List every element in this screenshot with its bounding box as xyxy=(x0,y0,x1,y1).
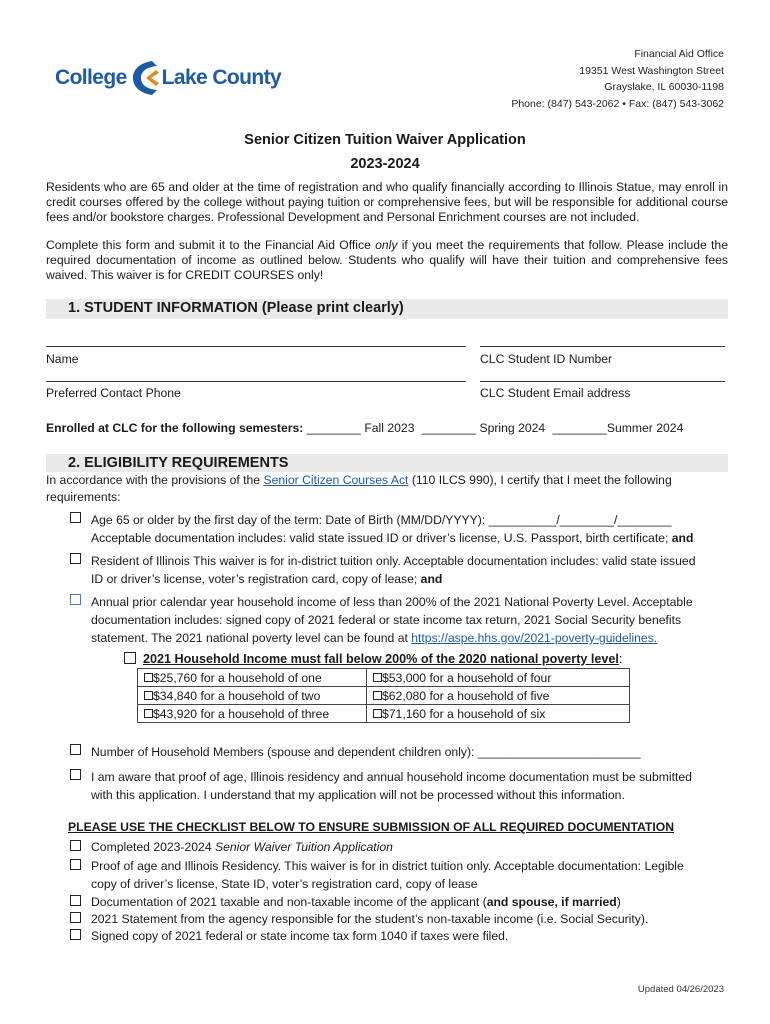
income-cell[interactable] xyxy=(367,705,630,723)
logo-mark-icon xyxy=(130,59,160,97)
household-income-heading-text: 2021 Household Income must fall below 200% of the 2020 national poverty level xyxy=(143,652,619,666)
age-line-2-and: and xyxy=(671,531,694,545)
res-line-2-text: ID or driver’s license, voter’s registration card, copy of lease; xyxy=(91,572,421,586)
updated-date: Updated 04/26/2023 xyxy=(637,984,724,995)
household-income-checkbox[interactable] xyxy=(124,652,136,664)
table-row xyxy=(138,705,630,723)
office-address xyxy=(511,46,724,112)
income-option-checkbox[interactable] xyxy=(144,673,153,682)
name-label: Name xyxy=(46,352,79,366)
phone-label: Preferred Contact Phone xyxy=(46,386,181,400)
checklist-item-tax-form: Signed copy of 2021 federal or state income tax form 1040 if taxes were filed. xyxy=(91,929,509,943)
checklist-tax-form-checkbox[interactable] xyxy=(70,929,81,940)
intro-2-emphasis: only xyxy=(375,238,398,252)
checklist-item-income-doc xyxy=(91,893,621,911)
checklist-item-application xyxy=(91,838,393,856)
logo-word-lake-county: Lake County xyxy=(161,66,282,89)
checklist-proof-checkbox[interactable] xyxy=(70,859,81,870)
age-requirement-line-2 xyxy=(91,529,693,547)
income-cell[interactable] xyxy=(367,687,630,705)
intro-2-text-a: Complete this form and submit it to the Financial Aid Office xyxy=(46,238,376,252)
income-option-label: $43,920 for a household of three xyxy=(153,706,330,721)
poverty-guidelines-link[interactable]: https://aspe.hhs.gov/2021-poverty-guidelines. xyxy=(411,631,658,645)
intro-paragraph-2 xyxy=(46,238,728,283)
checklist-1-emphasis: Senior Waiver Tuition Application xyxy=(215,840,393,854)
income-requirement-line-3 xyxy=(91,629,657,647)
income-requirement-line-2: documentation includes: signed copy of 2021 federal or state income tax return, 2021 Social Security benefits xyxy=(91,613,682,627)
checklist-3-text-c: ) xyxy=(616,895,621,909)
section-2-heading: 2. ELIGIBILITY REQUIREMENTS xyxy=(68,455,289,471)
table-row xyxy=(138,687,630,705)
acknowledgement-line-2: with this application. I understand that my application will not be processed without this information. xyxy=(91,788,625,802)
income-option-checkbox[interactable] xyxy=(373,691,382,700)
income-option-label: $71,160 for a household of six xyxy=(382,706,546,721)
office-street: 19351 West Washington Street xyxy=(579,64,724,77)
checklist-heading: PLEASE USE THE CHECKLIST BELOW TO ENSURE SUBMISSION OF ALL REQUIRED DOCUMENTATION xyxy=(68,820,675,834)
email-label: CLC Student Email address xyxy=(480,386,631,400)
income-cell[interactable] xyxy=(138,687,367,705)
eligibility-intro-line-2: requirements: xyxy=(46,490,121,504)
checklist-income-doc-checkbox[interactable] xyxy=(70,895,81,906)
college-logo xyxy=(55,58,281,98)
eligibility-intro-a: In accordance with the provisions of the xyxy=(46,473,264,487)
summer-option[interactable]: ________Summer 2024 xyxy=(552,421,684,435)
logo-word-college: College xyxy=(55,66,127,89)
income-cell[interactable] xyxy=(138,669,367,687)
income-option-label: $62,080 for a household of five xyxy=(382,688,550,703)
student-id-line[interactable] xyxy=(480,346,725,347)
checklist-1-text: Completed 2023-2024 xyxy=(91,840,215,854)
household-income-colon: : xyxy=(618,652,623,666)
checklist-3-bold: and spouse, if married xyxy=(486,895,617,909)
phone-line[interactable] xyxy=(46,381,466,382)
checklist-item-proof-line-1: Proof of age and Illinois Residency. This waiver is for in district tuition only. Acceptable documentation: Legible xyxy=(91,859,684,873)
residency-checkbox[interactable] xyxy=(70,553,81,564)
household-income-heading xyxy=(143,651,622,667)
fall-option[interactable]: ________ Fall 2023 xyxy=(306,421,415,435)
name-line[interactable] xyxy=(46,346,466,347)
income-option-checkbox[interactable] xyxy=(144,709,153,718)
spring-option[interactable]: ________ Spring 2024 xyxy=(421,421,546,435)
income-option-label: $34,840 for a household of two xyxy=(153,688,321,703)
age-line-2-text: Acceptable documentation includes: valid state issued ID or driver’s license, U.S. Passport, birth certificate; xyxy=(91,531,672,545)
checklist-item-proof-line-2: copy of driver’s license, State ID, voter’s registration card, copy of lease xyxy=(91,877,478,891)
residency-requirement-line-2 xyxy=(91,570,442,588)
office-city: Grayslake, IL 60030-1198 xyxy=(604,81,724,93)
income-checkbox[interactable] xyxy=(70,594,81,605)
senior-courses-act-link[interactable]: Senior Citizen Courses Act xyxy=(263,473,409,487)
intro-paragraph-1: Residents who are 65 and older at the time of registration and who qualify financially according to Illinois Statue, may enroll in credit courses offered by the college without paying tuition or comprehensive fees, but will be responsible for additional course fees and/or bookstore charges. Professional Development and Personal Enrichment courses are not included. xyxy=(46,180,728,224)
checklist-3-text-a: Documentation of 2021 taxable and non-taxable income of the applicant ( xyxy=(91,895,487,909)
page-title: Senior Citizen Tuition Waiver Application xyxy=(244,132,526,148)
eligibility-intro-b: (110 ILCS 990), I certify that I meet the following xyxy=(408,473,672,487)
section-1-heading: 1. STUDENT INFORMATION (Please print clearly) xyxy=(68,300,404,316)
income-option-label: $25,760 for a household of one xyxy=(153,670,322,685)
income-cell[interactable] xyxy=(138,705,367,723)
age-requirement-line-1: Age 65 or older by the first day of the term: Date of Birth (MM/DD/YYYY): __________/________/________ xyxy=(91,513,672,527)
income-line-3-text: statement. The 2021 national poverty level can be found at xyxy=(91,631,412,645)
enrolled-row xyxy=(46,421,683,435)
email-line[interactable] xyxy=(480,381,725,382)
household-members-checkbox[interactable] xyxy=(70,744,81,755)
table-row xyxy=(138,669,630,687)
income-option-checkbox[interactable] xyxy=(144,691,153,700)
household-members-line: Number of Household Members (spouse and dependent children only): ________________________ xyxy=(91,745,641,759)
residency-requirement-line-1: Resident of Illinois This waiver is for in-district tuition only. Acceptable documentation includes: valid state issued xyxy=(91,554,696,568)
acknowledgement-checkbox[interactable] xyxy=(70,769,81,780)
checklist-statement-checkbox[interactable] xyxy=(70,912,81,923)
page-year: 2023-2024 xyxy=(350,156,420,172)
income-option-checkbox[interactable] xyxy=(373,673,382,682)
income-option-label: $53,000 for a household of four xyxy=(382,670,552,685)
intro-2-text-b: if you meet the requirements that follow. Please include the required documentation of income as outlined below. Students who qualify will have their tuition and comprehensive fees waived. This waiver is for CREDIT COURSES only! xyxy=(46,238,728,282)
acknowledgement-line-1: I am aware that proof of age, Illinois residency and annual household income documentation must be submitted xyxy=(91,770,692,784)
income-option-checkbox[interactable] xyxy=(373,709,382,718)
income-cell[interactable] xyxy=(367,669,630,687)
checklist-application-checkbox[interactable] xyxy=(70,840,81,851)
office-name: Financial Aid Office xyxy=(634,48,724,60)
office-phone-fax: Phone: (847) 543-2062 • Fax: (847) 543-3062 xyxy=(511,97,724,110)
income-requirement-line-1: Annual prior calendar year household income of less than 200% of the 2021 National Poverty Level. Acceptable xyxy=(91,595,693,609)
student-id-label: CLC Student ID Number xyxy=(480,352,613,366)
age-checkbox[interactable] xyxy=(70,512,81,523)
income-table xyxy=(137,668,630,723)
checklist-item-statement: 2021 Statement from the agency responsible for the student’s non-taxable income (i.e. Social Security). xyxy=(91,912,649,926)
enrolled-label: Enrolled at CLC for the following semesters: xyxy=(46,421,304,435)
eligibility-intro-line-1 xyxy=(46,473,672,488)
res-line-2-and: and xyxy=(420,572,443,586)
